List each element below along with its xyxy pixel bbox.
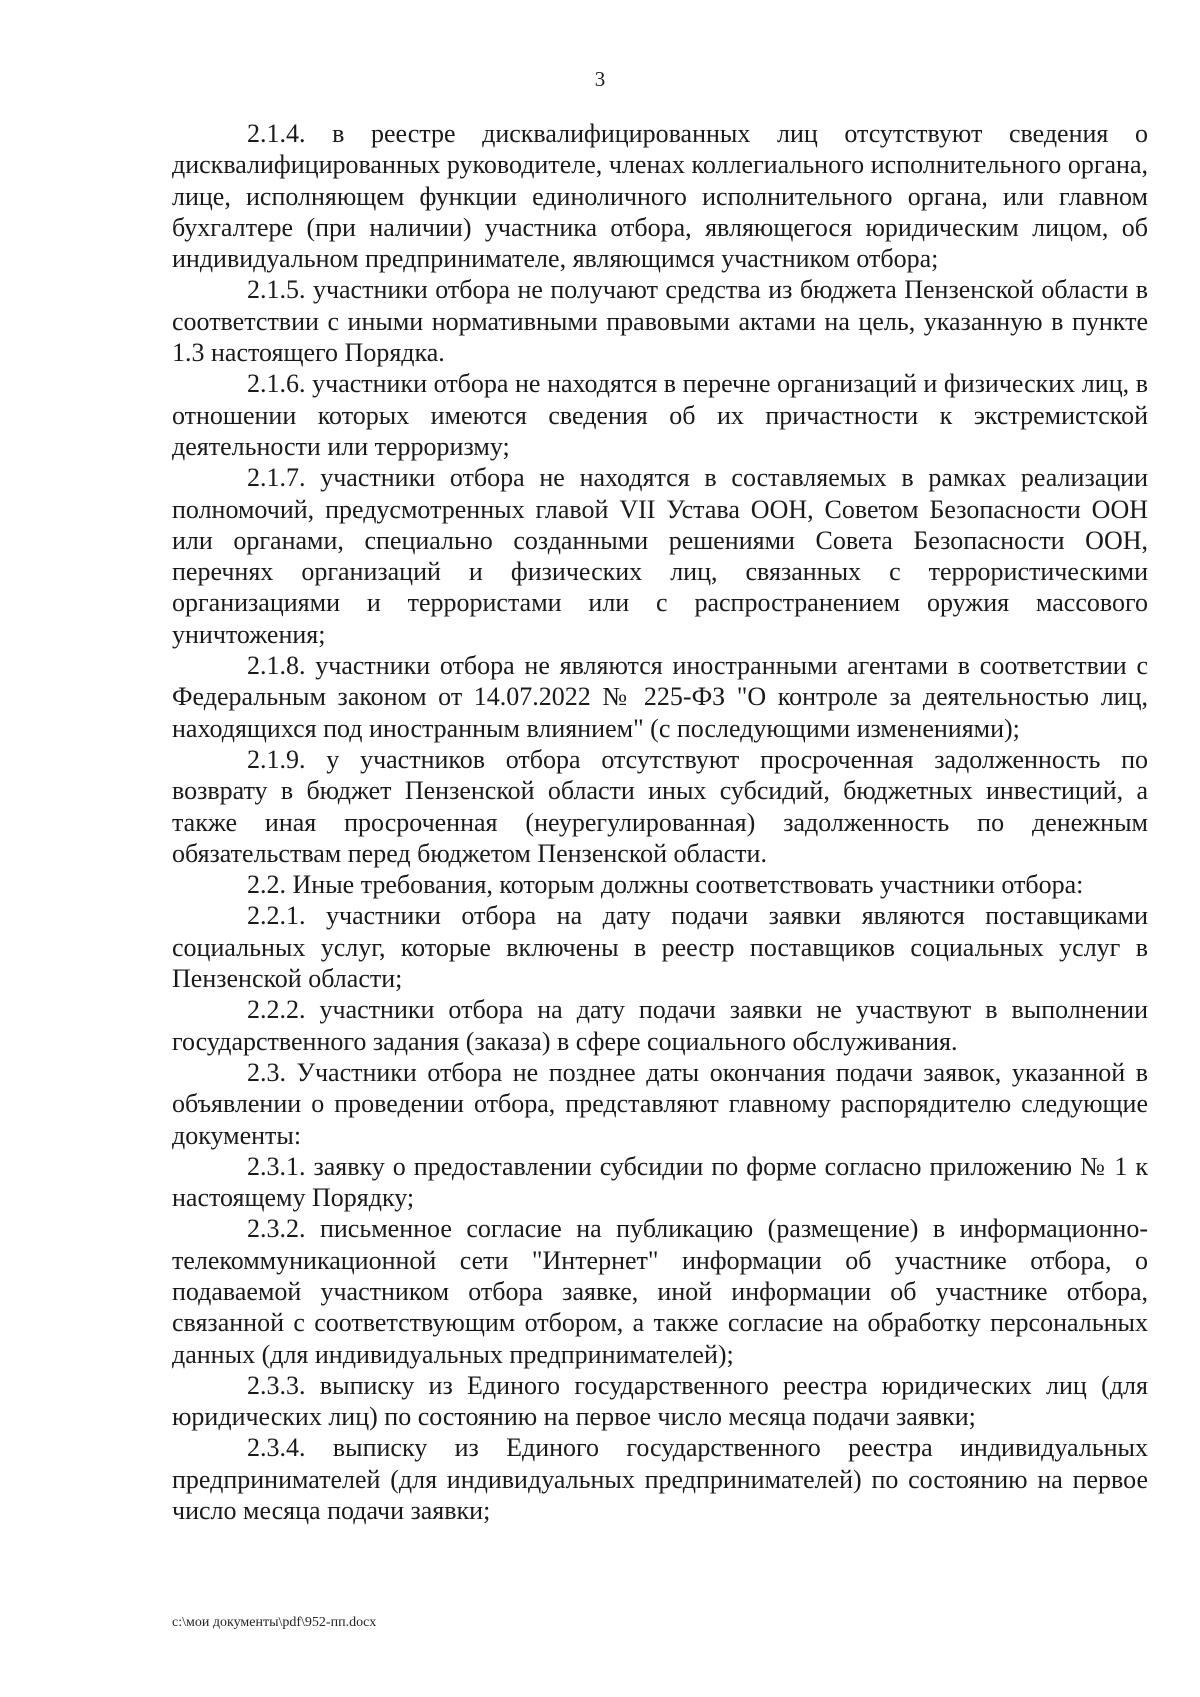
paragraph-2-1-4: 2.1.4. в реестре дисквалифицированных лиц отсутствуют сведения о дисквалифицированных руководителе, членах коллегиального исполнительного органа, лице, исполняющем функции единоличного исполнительного органа, или главном бухгалтере (при наличии) участника отбора, являющегося юридическим лицом, об индивидуальном предпринимателе, являющимся участником отбора; — [172, 119, 1148, 274]
paragraph-2-1-8: 2.1.8. участники отбора не являются иностранными агентами в соответствии с Федеральным законом от 14.07.2022 № 225-ФЗ "О контроле за деятельностью лиц, находящихся под иностранным влиянием" (с последующими изменениями); — [172, 651, 1148, 743]
footer-file-path: c:\мои документы\pdf\952-пп.docx — [172, 1615, 377, 1630]
document-body — [172, 118, 1148, 1526]
paragraph-2-2: 2.2. Иные требования, которым должны соответствовать участники отбора: — [247, 870, 1084, 900]
paragraph-2-1-9: 2.1.9. у участников отбора отсутствуют просроченная задолженность по возврату в бюджет Пензенской области иных субсидий, бюджетных инвестиций, а также иная просроченная (неурегулированная) задолженность по денежным обязательствам перед бюджетом Пензенской области. — [172, 744, 1148, 868]
paragraph-2-1-5: 2.1.5. участники отбора не получают средства из бюджета Пензенской области в соответствии с иными нормативными правовыми актами на цель, указанную в пункте 1.3 настоящего Порядка. — [172, 275, 1148, 368]
paragraph-2-1-7: 2.1.7. участники отбора не находятся в составляемых в рамках реализации полномочий, предусмотренных главой VII Устава ООН, Советом Безопасности ООН или органами, специально созданными решениями Совета Безопасности ООН, перечнях организаций и физических лиц, связанных с террористическими организациями и террористами или с распространением оружия массового уничтожения; — [172, 463, 1148, 649]
paragraph-2-3-4: 2.3.4. выписку из Единого государственного реестра индивидуальных предпринимателей (для индивидуальных предпринимателей) по состоянию на первое число месяца подачи заявки; — [172, 1433, 1148, 1526]
paragraph-2-2-1: 2.2.1. участники отбора на дату подачи заявки являются поставщиками социальных услуг, которые включены в реестр поставщиков социальных услуг в Пензенской области; — [172, 901, 1148, 994]
paragraph-2-3-1: 2.3.1. заявку о предоставлении субсидии по форме согласно приложению № 1 к настоящему Порядку; — [172, 1151, 1148, 1213]
paragraph-2-1-6: 2.1.6. участники отбора не находятся в перечне организаций и физических лиц, в отношении которых имеются сведения об их причастности к экстремистской деятельности или терроризму; — [172, 369, 1148, 461]
paragraph-2-2-2: 2.2.2. участники отбора на дату подачи заявки не участвуют в выполнении государственного задания (заказа) в сфере социального обслуживания. — [172, 995, 1148, 1056]
paragraph-2-3: 2.3. Участники отбора не позднее даты окончания подачи заявок, указанной в объявлении о проведении отбора, представляют главному распорядителю следующие документы: — [172, 1057, 1148, 1150]
paragraph-2-3-2: 2.3.2. письменное согласие на публикацию (размещение) в информационно-телекоммуникационной сети "Интернет" информации об участнике отбора, о подаваемой участником отбора заявке, иной информации об участнике отбора, связанной с соответствующим отбором, а также согласие на обработку персональных данных (для индивидуальных предпринимателей); — [172, 1214, 1148, 1369]
page-number: 3 — [594, 67, 606, 91]
paragraph-2-3-3: 2.3.3. выписку из Единого государственного реестра юридических лиц (для юридических лиц) по состоянию на первое число месяца подачи заявки; — [172, 1370, 1148, 1432]
